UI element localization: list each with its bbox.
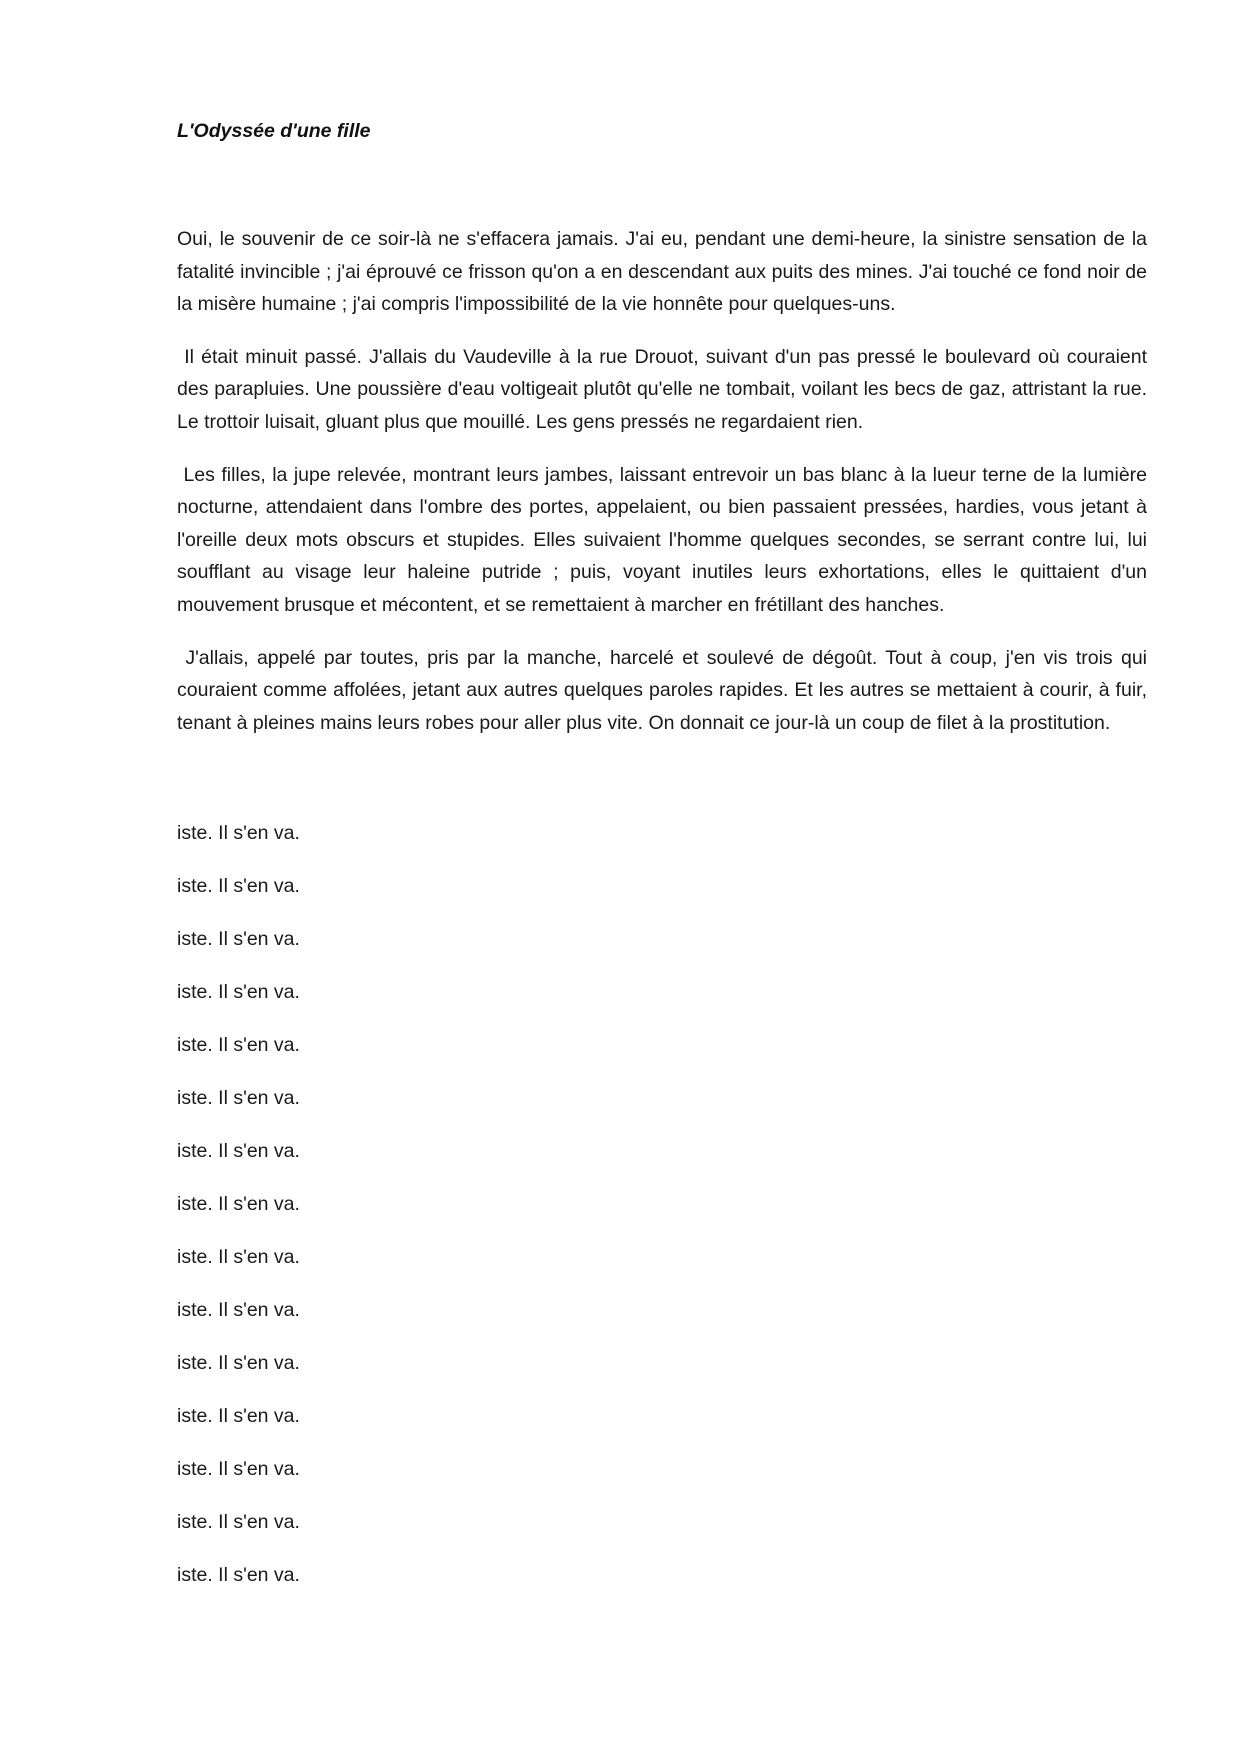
repeated-line: iste. Il s'en va. (177, 1034, 300, 1056)
repeated-line: iste. Il s'en va. (177, 1564, 300, 1586)
repeated-line: iste. Il s'en va. (177, 981, 300, 1003)
paragraph: Oui, le souvenir de ce soir-là ne s'effacera jamais. J'ai eu, pendant une demi-heure, la sinistre sensation de la fatalité invincible ; j'ai éprouvé ce frisson qu'on a en descendant aux puits des mines. J'ai touché ce fond noir de la misère humaine ; j'ai compris l'impossibilité de la vie honnête pour quelques-uns. (177, 228, 1147, 316)
repeated-line: iste. Il s'en va. (177, 1193, 300, 1215)
repeated-line: iste. Il s'en va. (177, 1299, 300, 1321)
repeated-line: iste. Il s'en va. (177, 1140, 300, 1162)
paragraph: J'allais, appelé par toutes, pris par la manche, harcelé et soulevé de dégoût. Tout à coup, j'en vis trois qui couraient comme affolées, jetant aux autres quelques paroles rapides. Et les autres se mettaient à courir, à fuir, tenant à pleines mains leurs robes pour aller plus vite. On donnait ce jour-là un coup de filet à la prostitution. (177, 646, 1147, 734)
document-title: L'Odyssée d'une fille (177, 120, 371, 142)
repeated-line: iste. Il s'en va. (177, 1087, 300, 1109)
paragraph: Il était minuit passé. J'allais du Vaudeville à la rue Drouot, suivant d'un pas pressé le boulevard où couraient des parapluies. Une poussière d'eau voltigeait plutôt qu'elle ne tombait, voilant les becs de gaz, attristant la rue. Le trottoir luisait, gluant plus que mouillé. Les gens pressés ne regardaient rien. (177, 345, 1148, 433)
repeated-line: iste. Il s'en va. (177, 1458, 300, 1480)
document-body (177, 223, 1147, 759)
repeated-line: iste. Il s'en va. (177, 822, 300, 844)
repeated-line: iste. Il s'en va. (177, 1246, 300, 1268)
repeated-line: iste. Il s'en va. (177, 875, 300, 897)
repeated-line: iste. Il s'en va. (177, 928, 300, 950)
repeated-line: iste. Il s'en va. (177, 1405, 300, 1427)
repeated-line: iste. Il s'en va. (177, 1352, 300, 1374)
repeated-lines-list (177, 817, 300, 1612)
repeated-line: iste. Il s'en va. (177, 1511, 300, 1533)
paragraph: Les filles, la jupe relevée, montrant leurs jambes, laissant entrevoir un bas blanc à la lueur terne de la lumière nocturne, attendaient dans l'ombre des portes, appelaient, ou bien passaient pressées, hardies, vous jetant à l'oreille deux mots obscurs et stupides. Elles suivaient l'homme quelques secondes, se serrant contre lui, lui soufflant au visage leur haleine putride ; puis, voyant inutiles leurs exhortations, elles le quittaient d'un mouvement brusque et mécontent, et se remettaient à marcher en frétillant des hanches. (177, 463, 1147, 616)
